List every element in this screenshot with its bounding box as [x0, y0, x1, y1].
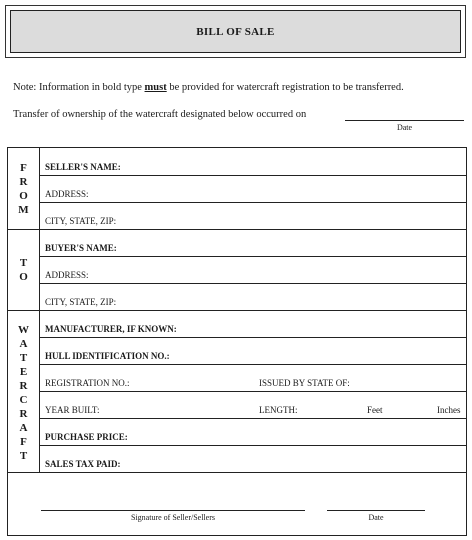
side-letter: T [19, 257, 28, 269]
watercraft-side-label [8, 323, 39, 463]
length-field[interactable]: LENGTH: [259, 405, 298, 415]
note-must: must [144, 82, 167, 93]
side-letter: R [19, 176, 28, 188]
year-built-field[interactable]: YEAR BUILT: [45, 405, 100, 415]
buyer-address-field[interactable]: ADDRESS: [45, 270, 89, 280]
seller-signature-label: Signature of Seller/Sellers [131, 513, 215, 522]
registration-note [13, 82, 404, 93]
manufacturer-field[interactable]: MANUFACTURER, IF KNOWN: [45, 324, 177, 334]
row-separator [39, 445, 466, 446]
row-separator [39, 283, 466, 284]
title-box [5, 5, 466, 58]
side-letter: F [20, 162, 27, 174]
sales-tax-paid-field[interactable]: SALES TAX PAID: [45, 459, 121, 469]
row-separator [39, 175, 466, 176]
side-letter: W [18, 324, 29, 336]
length-feet-unit: Feet [367, 405, 383, 415]
hull-identification-field[interactable]: HULL IDENTIFICATION NO.: [45, 351, 170, 361]
side-letter: O [19, 190, 28, 202]
watercraft-signature-separator [8, 472, 466, 473]
bill-of-sale-form [7, 147, 467, 536]
registration-number-field[interactable]: REGISTRATION NO.: [45, 378, 130, 388]
row-separator [39, 364, 466, 365]
document-title: BILL OF SALE [10, 10, 461, 53]
issued-by-state-field[interactable]: ISSUED BY STATE OF: [259, 378, 350, 388]
seller-name-field[interactable]: SELLER'S NAME: [45, 162, 121, 172]
row-separator [39, 337, 466, 338]
from-side-label [8, 161, 39, 217]
length-inches-unit: Inches [437, 405, 461, 415]
signature-date-label: Date [368, 513, 384, 522]
side-letter: R [19, 380, 28, 392]
buyer-name-field[interactable]: BUYER'S NAME: [45, 243, 117, 253]
side-letter: M [18, 204, 29, 216]
signature-date-line[interactable] [327, 510, 425, 511]
from-to-separator [8, 229, 466, 230]
side-letter: C [19, 394, 28, 406]
side-letter: E [19, 366, 28, 378]
row-separator [39, 391, 466, 392]
row-separator [39, 202, 466, 203]
note-prefix: Note: Information in bold type [13, 82, 145, 93]
transfer-statement: Transfer of ownership of the watercraft designated below occurred on [13, 109, 307, 120]
buyer-city-state-zip-field[interactable]: CITY, STATE, ZIP: [45, 297, 117, 307]
row-separator [39, 418, 466, 419]
transfer-date-label: Date [396, 123, 413, 132]
side-letter: A [19, 338, 28, 350]
side-letter: O [19, 271, 28, 283]
side-letter: R [19, 408, 28, 420]
purchase-price-field[interactable]: PURCHASE PRICE: [45, 432, 128, 442]
side-letter: F [20, 436, 27, 448]
side-letter: T [19, 352, 28, 364]
side-letter: T [19, 450, 28, 462]
side-letter: A [19, 422, 28, 434]
to-watercraft-separator [8, 310, 466, 311]
to-side-label [8, 256, 39, 284]
transfer-date-field[interactable] [345, 120, 464, 121]
seller-signature-line[interactable] [41, 510, 305, 511]
seller-address-field[interactable]: ADDRESS: [45, 189, 89, 199]
row-separator [39, 256, 466, 257]
seller-city-state-zip-field[interactable]: CITY, STATE, ZIP: [45, 216, 117, 226]
note-suffix: be provided for watercraft registration to be transferred. [166, 82, 404, 93]
